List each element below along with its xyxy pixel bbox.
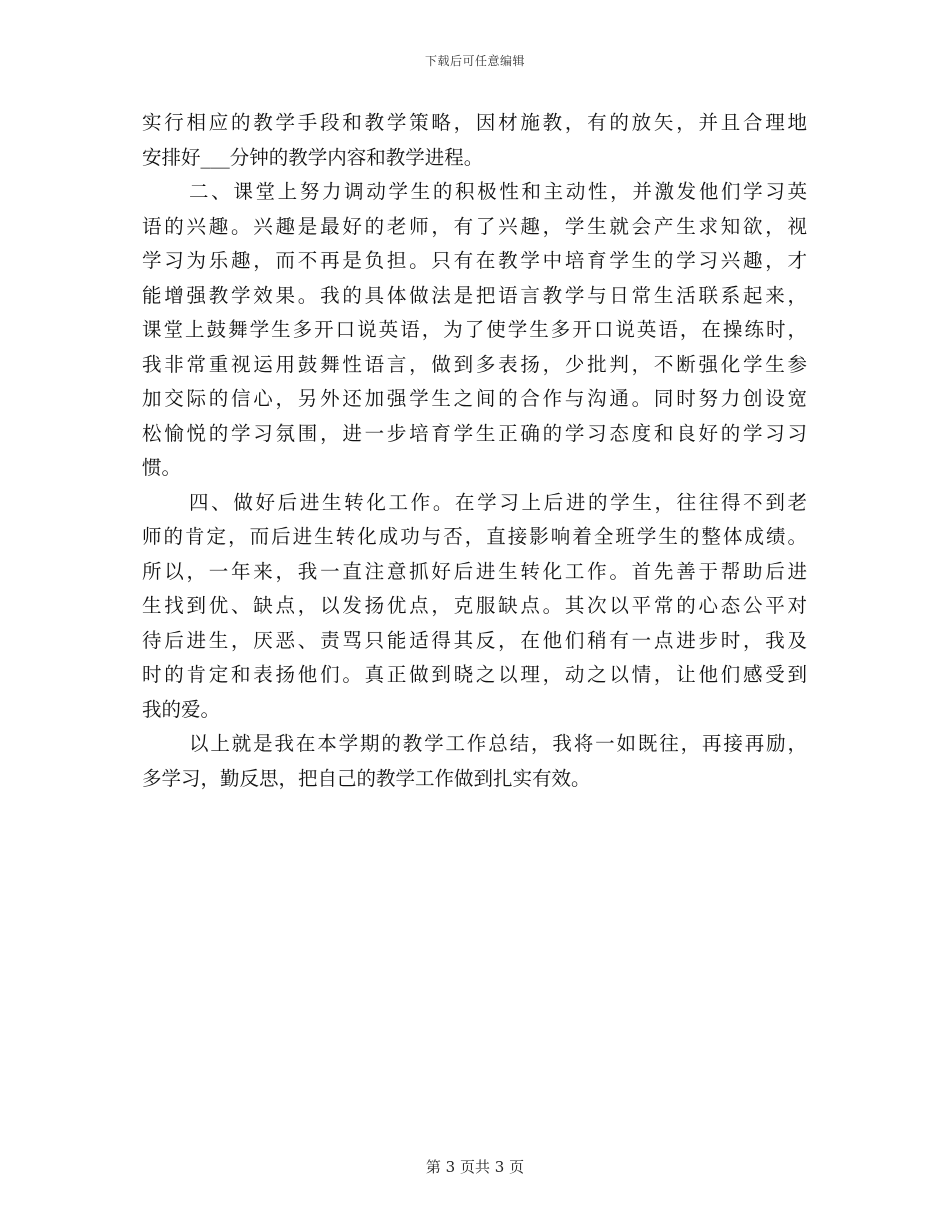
text-line: 松愉悦的学习氛围，进一步培育学生正确的学习态度和良好的学习习 (142, 421, 807, 445)
text-line: 课堂上鼓舞学生多开口说英语，为了使学生多开口说英语，在操练时， (142, 318, 807, 341)
text-line: 所以，一年来，我一直注意抓好后进生转化工作。首先善于帮助后进 (142, 559, 807, 583)
paragraph-section-four (142, 486, 807, 728)
page-header: 下载后可任意编辑 (424, 54, 525, 68)
text-line: 安排好___分钟的教学内容和教学进程。 (142, 145, 484, 169)
text-line: 实行相应的教学手段和教学策略，因材施教，有的放矢，并且合理地 (142, 111, 807, 134)
page-number: 第 3 页共 3 页 (425, 1158, 525, 1176)
text-line: 二、课堂上努力调动学生的积极性和主动性，并激发他们学习英 (189, 180, 807, 203)
text-line: 加交际的信心，另外还加强学生之间的合作与沟通。同时努力创设宽 (142, 387, 807, 410)
paragraph-section-two (142, 175, 807, 486)
text-line: 多学习，勤反思，把自己的教学工作做到扎实有效。 (142, 766, 591, 790)
text-line: 惯。 (142, 456, 182, 479)
text-line: 待后进生，厌恶、责骂只能适得其反，在他们稍有一点进步时，我及 (142, 628, 807, 652)
text-line: 以上就是我在本学期的教学工作总结，我将一如既往，再接再励， (189, 732, 807, 755)
text-line: 四、做好后进生转化工作。在学习上后进的学生，往往得不到老 (189, 490, 807, 514)
text-line: 生找到优、缺点，以发扬优点，克服缺点。其次以平常的心态公平对 (142, 594, 807, 617)
paragraph-continued (142, 106, 807, 175)
text-line: 师的肯定，而后进生转化成功与否，直接影响着全班学生的整体成绩。 (142, 525, 807, 548)
text-line: 学习为乐趣，而不再是负担。只有在教学中培育学生的学习兴趣，才 (142, 249, 807, 272)
paragraph-conclusion (142, 727, 807, 796)
text-line: 能增强教学效果。我的具体做法是把语言教学与日常生活联系起来， (142, 283, 807, 307)
text-line: 我非常重视运用鼓舞性语言，做到多表扬，少批判，不断强化学生参 (142, 352, 807, 376)
text-line: 我的爱。 (142, 697, 221, 721)
text-line: 语的兴趣。兴趣是最好的老师，有了兴趣，学生就会产生求知欲，视 (142, 214, 807, 238)
text-line: 时的肯定和表扬他们。真正做到晓之以理，动之以情，让他们感受到 (142, 663, 807, 686)
document-body (142, 106, 807, 796)
